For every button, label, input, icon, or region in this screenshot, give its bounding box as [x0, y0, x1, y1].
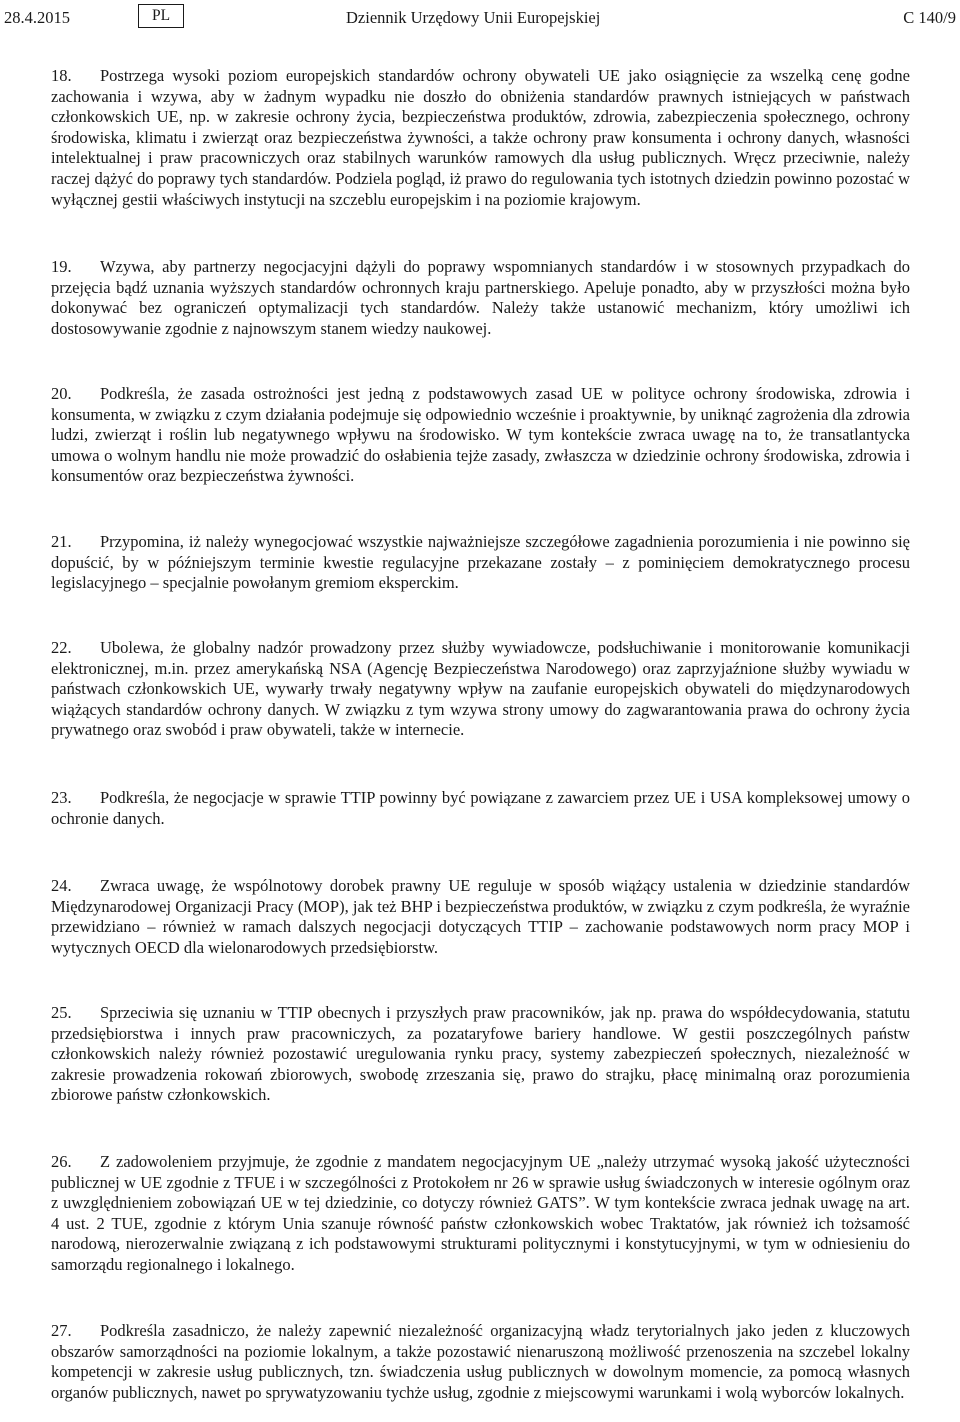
paragraph-18 — [51, 66, 910, 210]
paragraph-number: 23. — [51, 788, 72, 807]
paragraph-21 — [51, 532, 910, 594]
paragraph-number: 27. — [51, 1321, 72, 1340]
paragraph-number: 26. — [51, 1152, 72, 1171]
paragraph-text: Z zadowoleniem przyjmuje, że zgodnie z mandatem negocjacyjnym UE „należy utrzymać wysoką jakość użyteczności publicznej w UE zgodnie z TFUE i w szczególności z Protokołem nr 26 w sprawie usług świadczonych w interesie ogólnym oraz z uwzględnieniem zobowiązań UE w tej dziedzinie, co dotyczy również GATS”. W tym kontekście zwraca jednak uwagę na art. 4 ust. 2 TUE, zgodnie z którym Unia szanuje równość państw członkowskich wobec Traktatów, jak również ich tożsamość narodową, nierozerwalnie związaną z ich podstawowymi strukturami politycznymi i konstytucyjnymi, w tym w odniesieniu do samorządu regionalnego i lokalnego. — [51, 1152, 910, 1274]
paragraph-text: Sprzeciwia się uznaniu w TTIP obecnych i przyszłych praw pracowników, jak np. prawa do współdecydowania, statutu przedsiębiorstwa i innych praw pracowniczych, za pozataryfowe bariery handlowe. W gestii poszczególnych państw członkowskich należy również pozostawić uregulowania rynku pracy, systemy zabezpieczeń społecznych, niezależność w zakresie prowadzenia rokowań zbiorowych, swobodę zrzeszania się, prawo do strajku, płacę minimalną oraz porozumienia zbiorowe państw członkowskich. — [51, 1003, 910, 1105]
paragraph-number: 25. — [51, 1003, 72, 1022]
paragraph-27 — [51, 1321, 910, 1403]
paragraph-text: Przypomina, iż należy wynegocjować wszystkie najważniejsze szczegółowe zagadnienia porozumienia i nie powinno się dopuścić, by w późniejszym terminie kwestie regulacyjne przekazane zostały – z pominięciem demokratycznego procesu legislacyjnego – specjalnie powołanym gremiom eksperckim. — [51, 532, 910, 593]
paragraph-number: 19. — [51, 257, 72, 276]
journal-reference: C 140/9 — [903, 8, 956, 27]
paragraph-20 — [51, 384, 910, 487]
paragraph-25 — [51, 1003, 910, 1106]
paragraph-number: 20. — [51, 384, 72, 403]
page-header — [0, 0, 960, 40]
paragraph-text: Zwraca uwagę, że wspólnotowy dorobek prawny UE reguluje w sposób wiążący ustalenia w dziedzinie standardów Międzynarodowej Organizacji Pracy (MOP), jak też BHP i bezpieczeństwa produktów, w związku z czym podkreśla, że wyraźnie przewidziano – również w ramach dalszych negocjacji dotyczących TTIP – zachowanie podstawowych norm pracy MOP i wytycznych OECD dla wielonarodowych przedsiębiorstw. — [51, 876, 910, 957]
paragraph-number: 21. — [51, 532, 72, 551]
paragraph-22 — [51, 638, 910, 741]
paragraph-26 — [51, 1152, 910, 1276]
paragraph-text: Ubolewa, że globalny nadzór prowadzony przez służby wywiadowcze, podsłuchiwanie i monitorowanie komunikacji elektronicznej, m.in. przez amerykańską NSA (Agencję Bezpieczeństwa Narodowego) oraz zaprzyjaźnione służby wywiadu w państwach członkowskich UE, wywarły trwały negatywny wpływ na zaufanie europejskich obywateli do międzynarodowych wiążących standardów ochrony danych. W związku z tym wzywa strony umowy do zagwarantowania prawa do ochrony życia prywatnego oraz swobód i praw obywateli, także w internecie. — [51, 638, 910, 740]
paragraph-text: Podkreśla, że zasada ostrożności jest jedną z podstawowych zasad UE w polityce ochrony środowiska, zdrowia i konsumenta, w związku z czym działania podejmuje się odpowiednio wcześnie i proaktywnie, by uniknąć zagrożenia dla zdrowia ludzi, zwierząt i roślin lub negatywnego wpływu na środowisko. W tym kontekście zwraca uwagę na to, że transatlantycka umowa o wolnym handlu nie może prowadzić do osłabienia tejże zasady, zwłaszcza w dziedzinie ochrony środowiska, zdrowia i konsumentów oraz bezpieczeństwa żywności. — [51, 384, 910, 486]
paragraph-19 — [51, 257, 910, 339]
paragraph-number: 22. — [51, 638, 72, 657]
paragraph-text: Podkreśla zasadniczo, że należy zapewnić niezależność organizacyjną władz terytorialnych jako jeden z kluczowych obszarów samorządności na poziomie lokalnym, a także pozostawić nienaruszoną możliwość przenoszenia na szczebel lokalny kompetencji w zakresie usług publicznych, tzn. świadczenia usług publicznych w dowolnym momencie, za pomocą własnych organów publicznych, nawet po sprywatyzowaniu tychże usług, zgodnie z miejscowymi warunkami i wolą wyborców lokalnych. — [51, 1321, 910, 1402]
journal-title: Dziennik Urzędowy Unii Europejskiej — [346, 8, 601, 27]
publication-date: 28.4.2015 — [4, 8, 70, 27]
paragraph-23 — [51, 788, 910, 829]
paragraph-text: Wzywa, aby partnerzy negocjacyjni dążyli do poprawy wspomnianych standardów i w stosownych przypadkach do przejęcia bądź uznania wyższych standardów ochronnych kraju partnerskiego. Apeluje ponadto, aby w przyszłości można było dokonywać bez ograniczeń optymalizacji tych standardów. Należy także ustanowić mechanizm, który umożliwi ich dostosowywanie zgodnie z najnowszym stanem wiedzy naukowej. — [51, 257, 910, 338]
paragraph-24 — [51, 876, 910, 958]
paragraph-number: 18. — [51, 66, 72, 85]
paragraph-number: 24. — [51, 876, 72, 895]
paragraph-text: Postrzega wysoki poziom europejskich standardów ochrony obywateli UE jako osiągnięcie za wszelką cenę godne zachowania i wzywa, aby w żadnym wypadku nie doszło do obniżenia standardów prawnych istniejących w państwach członkowskich UE, np. w zakresie ochrony życia, bezpieczeństwa produktów, zdrowia, zabezpieczenia społecznego, ochrony środowiska, klimatu i zwierząt oraz bezpieczeństwa żywności, a także ochrony praw konsumenta i ochrony danych, własności intelektualnej i praw pracowniczych oraz stabilnych warunków ramowych dla usług publicznych. Wręcz przeciwnie, należy raczej dążyć do poprawy tych standardów. Podziela pogląd, iż prawo do regulowania tych istotnych dziedzin powinno pozostać w wyłącznej gestii właściwych instytucji na szczeblu europejskim i na poziomie krajowym. — [51, 66, 910, 209]
paragraph-text: Podkreśla, że negocjacje w sprawie TTIP powinny być powiązane z zawarciem przez UE i USA kompleksowej umowy o ochronie danych. — [51, 788, 910, 828]
language-code-box: PL — [138, 4, 184, 28]
